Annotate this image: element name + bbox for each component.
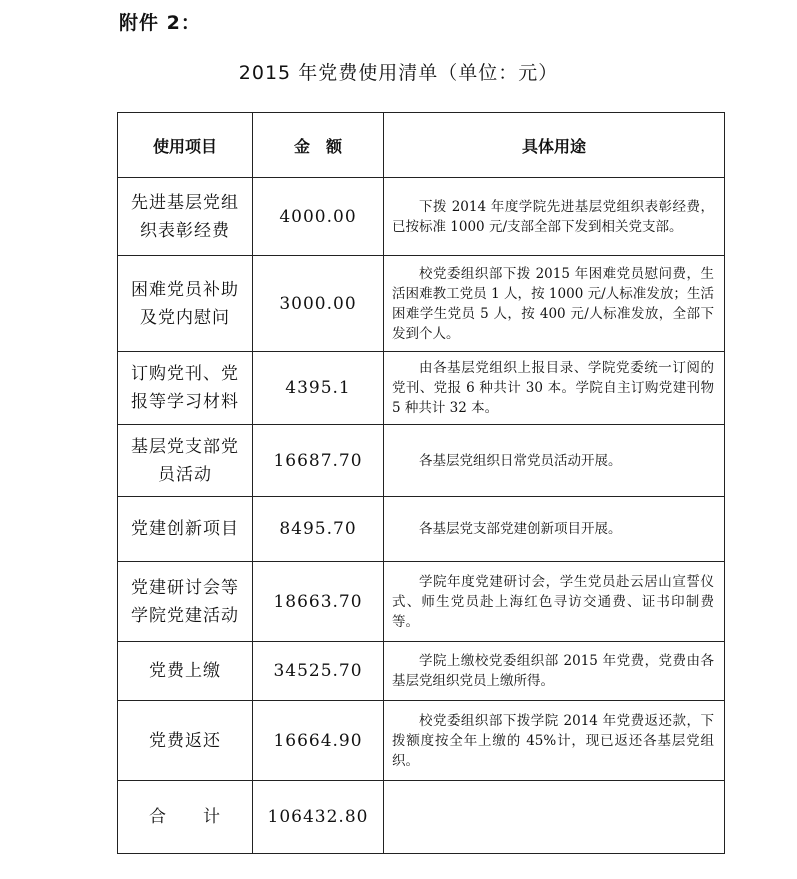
row-item: 先进基层党组织表彰经费 — [118, 178, 253, 256]
row-item: 党建创新项目 — [118, 497, 253, 562]
row-amount: 16664.90 — [253, 701, 384, 781]
row-item: 党建研讨会等学院党建活动 — [118, 562, 253, 642]
total-row — [118, 781, 725, 854]
row-item: 订购党刊、党报等学习材料 — [118, 352, 253, 425]
table-row — [118, 701, 725, 781]
row-amount: 18663.70 — [253, 562, 384, 642]
table-row — [118, 178, 725, 256]
row-purpose: 各基层党支部党建创新项目开展。 — [384, 497, 725, 562]
row-item: 基层党支部党员活动 — [118, 425, 253, 497]
row-purpose: 校党委组织部下拨 2015 年困难党员慰问费，生活困难教工党员 1 人，按 1000 元/人标准发放；生活困难学生党员 5 人，按 400 元/人标准发放，全部下发到个人。 — [384, 256, 725, 352]
attachment-label: 附件 2： — [119, 12, 201, 34]
row-purpose: 由各基层党组织上报目录、学院党委统一订阅的党刊、党报 6 种共计 30 本。学院自主订购党建刊物 5 种共计 32 本。 — [384, 352, 725, 425]
row-amount: 3000.00 — [253, 256, 384, 352]
row-item: 党费上缴 — [118, 642, 253, 701]
total-purpose — [384, 781, 725, 854]
row-purpose: 学院年度党建研讨会，学生党员赴云居山宣誓仪式、师生党员赴上海红色寻访交通费、证书印制费等。 — [384, 562, 725, 642]
row-amount: 16687.70 — [253, 425, 384, 497]
total-label: 合 计 — [118, 781, 253, 854]
table-row — [118, 562, 725, 642]
row-purpose: 下拨 2014 年度学院先进基层党组织表彰经费，已按标准 1000 元/支部全部下发到相关党支部。 — [384, 178, 725, 256]
table-row — [118, 352, 725, 425]
row-item: 困难党员补助及党内慰问 — [118, 256, 253, 352]
row-item: 党费返还 — [118, 701, 253, 781]
expense-table — [117, 112, 725, 854]
row-amount: 34525.70 — [253, 642, 384, 701]
row-purpose: 校党委组织部下拨学院 2014 年党费返还款，下拨额度按全年上缴的 45%计，现已返还各基层党组织。 — [384, 701, 725, 781]
header-amount: 金 额 — [253, 113, 384, 178]
row-purpose: 各基层党组织日常党员活动开展。 — [384, 425, 725, 497]
row-amount: 4395.1 — [253, 352, 384, 425]
table-row — [118, 642, 725, 701]
page-title: 2015 年党费使用清单（单位：元） — [238, 62, 559, 84]
table-row — [118, 256, 725, 352]
table-row — [118, 497, 725, 562]
row-purpose: 学院上缴校党委组织部 2015 年党费，党费由各基层党组织党员上缴所得。 — [384, 642, 725, 701]
header-item: 使用项目 — [118, 113, 253, 178]
total-amount: 106432.80 — [253, 781, 384, 854]
row-amount: 8495.70 — [253, 497, 384, 562]
table-row — [118, 425, 725, 497]
row-amount: 4000.00 — [253, 178, 384, 256]
table-header-row — [118, 113, 725, 178]
header-purpose: 具体用途 — [384, 113, 725, 178]
